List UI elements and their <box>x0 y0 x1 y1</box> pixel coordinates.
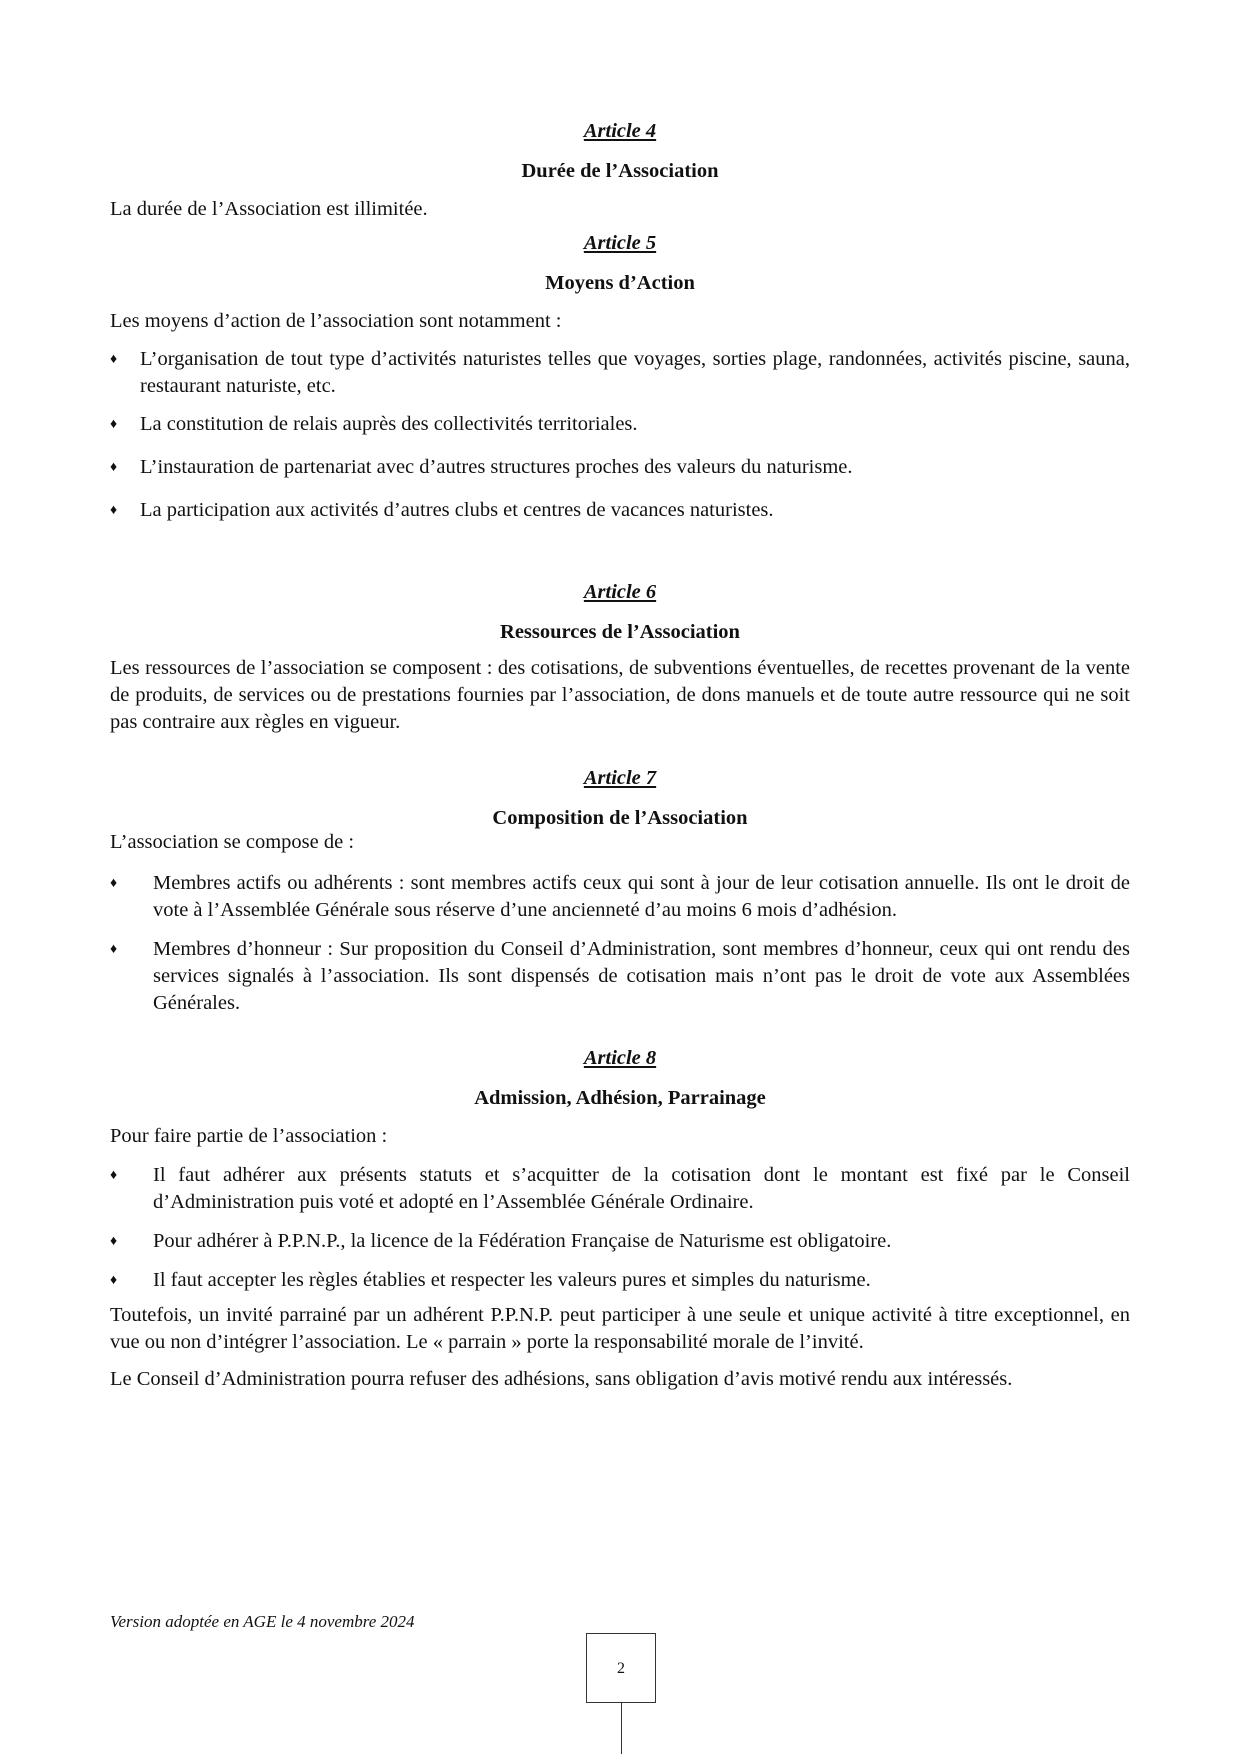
list-item-text: Membres d’honneur : Sur proposition du Conseil d’Administration, sont membres d’honneur, ceux qui ont rendu des services signalés à l’association. Ils sont dispensés de cotisation mais n’ont pas le droit de vote aux Assemblées Générales. <box>153 938 1130 1014</box>
diamond-bullet-icon: ♦ <box>110 460 118 475</box>
list-item <box>110 1228 1130 1255</box>
list-item-text: Pour adhérer à P.P.N.P., la licence de la Fédération Française de Naturisme est obligatoire. <box>153 1230 892 1252</box>
article-heading: Admission, Adhésion, Parrainage <box>474 1087 766 1109</box>
article-title: Article 8 <box>583 1047 657 1069</box>
article-text: Les moyens d’action de l’association sont notamment : <box>110 310 562 332</box>
article-6 <box>110 577 1130 736</box>
article-heading: Composition de l’Association <box>492 807 748 829</box>
list-item-text: Membres actifs ou adhérents : sont membres actifs ceux qui sont à jour de leur cotisation annuelle. Ils ont le droit de vote à l’Assemblée Générale sous réserve d’une ancienneté d’au moins 6 mois d’adhésion. <box>153 872 1130 921</box>
diamond-bullet-icon: ♦ <box>110 1234 118 1249</box>
list-item-text: La constitution de relais auprès des collectivités territoriales. <box>140 413 638 435</box>
article-5 <box>110 228 1130 524</box>
diamond-bullet-icon: ♦ <box>110 503 118 518</box>
diamond-bullet-icon: ♦ <box>110 942 118 957</box>
article-text: Toutefois, un invité parrainé par un adhérent P.P.N.P. peut participer à une seule et unique activité à titre exceptionnel, en vue ou non d’intégrer l’association. Le « parrain » porte la responsabilité morale de l’invité. <box>110 1304 1130 1353</box>
list-item-text: Il faut accepter les règles établies et respecter les valeurs pures et simples du naturisme. <box>153 1269 871 1291</box>
article-title: Article 7 <box>583 767 657 789</box>
bullet-list <box>110 346 1130 524</box>
article-7 <box>110 763 1130 1017</box>
article-text: Pour faire partie de l’association : <box>110 1125 388 1147</box>
article-heading: Ressources de l’Association <box>500 621 740 643</box>
list-item-text: Il faut adhérer aux présents statuts et s’acquitter de la cotisation dont le montant est fixé par le Conseil d’Administration puis voté et adopté en l’Assemblée Générale Ordinaire. <box>153 1164 1130 1213</box>
article-4 <box>110 116 1130 223</box>
version-note: Version adoptée en AGE le 4 novembre 2024 <box>110 1612 415 1631</box>
article-text: L’association se compose de : <box>110 831 355 853</box>
page-number: 2 <box>586 1633 656 1703</box>
diamond-bullet-icon: ♦ <box>110 876 118 891</box>
list-item-text: L’organisation de tout type d’activités naturistes telles que voyages, sorties plage, randonnées, activités piscine, sauna, restaurant naturiste, etc. <box>140 348 1130 397</box>
list-item <box>110 497 1130 524</box>
list-item <box>110 411 1130 438</box>
list-item <box>110 346 1130 400</box>
article-heading: Moyens d’Action <box>545 272 695 294</box>
list-item-text: L’instauration de partenariat avec d’autres structures proches des valeurs du naturisme. <box>140 456 853 478</box>
list-item <box>110 1162 1130 1216</box>
list-item-text: La participation aux activités d’autres clubs et centres de vacances naturistes. <box>140 499 774 521</box>
diamond-bullet-icon: ♦ <box>110 352 118 367</box>
article-8 <box>110 1043 1130 1393</box>
article-text: La durée de l’Association est illimitée. <box>110 198 428 220</box>
bullet-list <box>110 1162 1130 1294</box>
page-content <box>110 116 1130 1393</box>
diamond-bullet-icon: ♦ <box>110 1168 118 1183</box>
article-text: Le Conseil d’Administration pourra refuser des adhésions, sans obligation d’avis motivé rendu aux intéressés. <box>110 1368 1013 1390</box>
page-number-connector-line <box>621 1703 622 1754</box>
list-item <box>110 1267 1130 1294</box>
article-heading: Durée de l’Association <box>521 160 719 182</box>
article-title: Article 4 <box>583 120 657 142</box>
article-text: Les ressources de l’association se composent : des cotisations, de subventions éventuelles, de recettes provenant de la vente de produits, de services ou de prestations fournies par l’association, de dons manuels et de toute autre ressource qui ne soit pas contraire aux règles en vigueur. <box>110 657 1130 733</box>
list-item <box>110 936 1130 1017</box>
article-title: Article 6 <box>583 581 657 603</box>
article-title: Article 5 <box>583 232 657 254</box>
list-item <box>110 870 1130 924</box>
diamond-bullet-icon: ♦ <box>110 417 118 432</box>
bullet-list <box>110 870 1130 1017</box>
diamond-bullet-icon: ♦ <box>110 1273 118 1288</box>
list-item <box>110 454 1130 481</box>
